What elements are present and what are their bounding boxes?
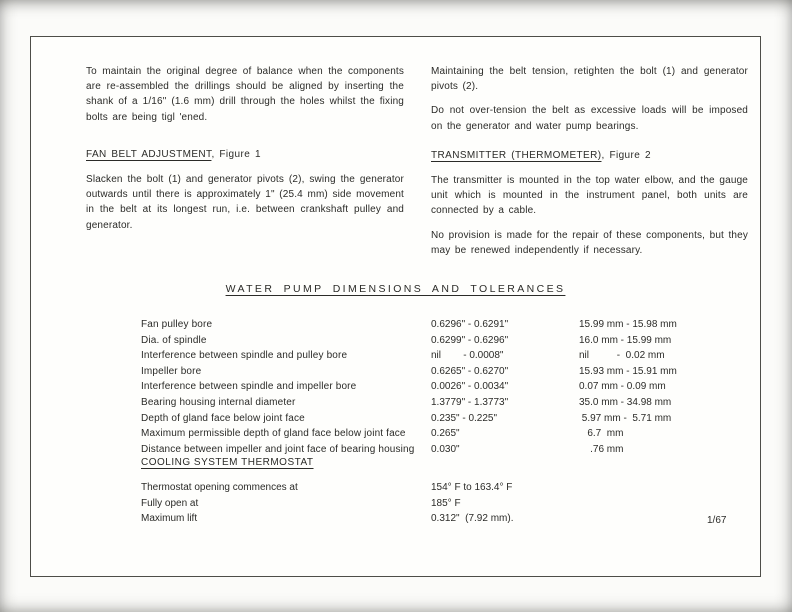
mm-value: 0.07 mm - 0.09 mm (579, 381, 666, 393)
table-row (141, 333, 731, 349)
thermostat-heading (141, 457, 731, 468)
row-label: Interference between spindle and impeller bore (141, 381, 357, 393)
table-row (141, 426, 731, 442)
section-heading-text: TRANSMITTER (THERMOMETER) (431, 149, 602, 161)
row-label: Fully open at (141, 497, 199, 509)
section-heading-text: FAN BELT ADJUSTMENT (86, 148, 212, 160)
table-row (141, 411, 731, 427)
row-label: Interference between spindle and pulley bore (141, 350, 348, 362)
thermostat-heading-text: COOLING SYSTEM THERMOSTAT (141, 457, 314, 468)
row-value: 0.312" (7.92 mm). (431, 513, 514, 525)
section-heading-suffix: , Figure 2 (601, 149, 651, 161)
body-paragraph: Do not over-tension the belt as excessive loads will be imposed on the generator and water pump bearings. (431, 105, 748, 132)
inches-value: 0.6296" - 0.6291" (431, 319, 509, 330)
body-paragraph: No provision is made for the repair of these components, but they may be renewed independently if necessary. (431, 229, 748, 256)
inches-value: 0.6265" - 0.6270" (431, 365, 509, 377)
section-heading-transmitter (431, 148, 748, 163)
inches-value: 1.3779" - 1.3773" (431, 396, 509, 408)
body-paragraph: Maintaining the belt tension, retighten the bolt (1) and generator pivots (2). (431, 66, 748, 93)
row-value: 154° F to 163.4° F (431, 482, 513, 493)
table-row (141, 496, 731, 512)
inches-value: 0.235" - 0.225" (431, 412, 498, 424)
section-heading-suffix: , Figure 1 (211, 148, 261, 160)
dimensions-table-title-text: WATER PUMP DIMENSIONS AND TOLERANCES (225, 283, 566, 295)
left-column (86, 64, 404, 242)
table-row (141, 442, 731, 458)
row-label: Dia. of spindle (141, 334, 207, 346)
table-row (141, 480, 731, 496)
dimensions-table (141, 317, 731, 457)
table-row (141, 364, 731, 380)
row-label: Maximum permissible depth of gland face below joint face (141, 428, 406, 440)
mm-value: .76 mm (579, 443, 624, 455)
table-row (141, 348, 731, 364)
row-label: Distance between impeller and joint face of bearing housing (141, 443, 415, 455)
mm-value: 6.7 mm (579, 428, 624, 440)
thermostat-section (141, 457, 731, 527)
inches-value: 0.030" (431, 443, 460, 455)
table-row (141, 395, 731, 411)
table-row (141, 379, 731, 395)
table-row (141, 511, 731, 527)
mm-value: 35.0 mm - 34.98 mm (579, 396, 672, 408)
mm-value: 5.97 mm - 5.71 mm (579, 412, 672, 424)
row-label: Impeller bore (141, 365, 202, 377)
right-column (431, 64, 748, 267)
inches-value: nil - 0.0008" (431, 350, 504, 362)
table-row (141, 317, 731, 333)
section-heading-fan-belt (86, 147, 404, 162)
dimensions-table-title (31, 283, 760, 295)
page-frame (30, 36, 761, 577)
inches-value: 0.0026" - 0.0034" (431, 381, 509, 393)
mm-value: nil - 0.02 mm (579, 350, 665, 362)
body-paragraph: Slacken the bolt (1) and generator pivots (2), swing the generator outwards until there is approximately 1" (25.4 mm) side movement in the belt at its longest run, i.e. between crankshaft pulley and generator. (86, 174, 404, 231)
mm-value: 15.93 mm - 15.91 mm (579, 365, 677, 377)
inches-value: 0.6299" - 0.6296" (431, 334, 509, 346)
inches-value: 0.265" (431, 428, 460, 440)
row-label: Maximum lift (141, 513, 198, 525)
mm-value: 16.0 mm - 15.99 mm (579, 334, 672, 346)
row-label: Fan pulley bore (141, 319, 213, 330)
row-value: 185° F (431, 497, 461, 509)
body-paragraph: To maintain the original degree of balance when the components are re-assembled the drillings should be aligned by inserting the shank of a 1/16" (1.6 mm) drill through the holes whilst the fixing bolts are being tigl 'ened. (86, 66, 404, 123)
row-label: Depth of gland face below joint face (141, 412, 305, 424)
page-number: 1/67 (707, 515, 727, 526)
mm-value: 15.99 mm - 15.98 mm (579, 319, 677, 330)
row-label: Thermostat opening commences at (141, 482, 298, 493)
row-label: Bearing housing internal diameter (141, 396, 296, 408)
body-paragraph: The transmitter is mounted in the top water elbow, and the gauge unit which is mounted in the instrument panel, both units are connected by a cable. (431, 175, 748, 217)
